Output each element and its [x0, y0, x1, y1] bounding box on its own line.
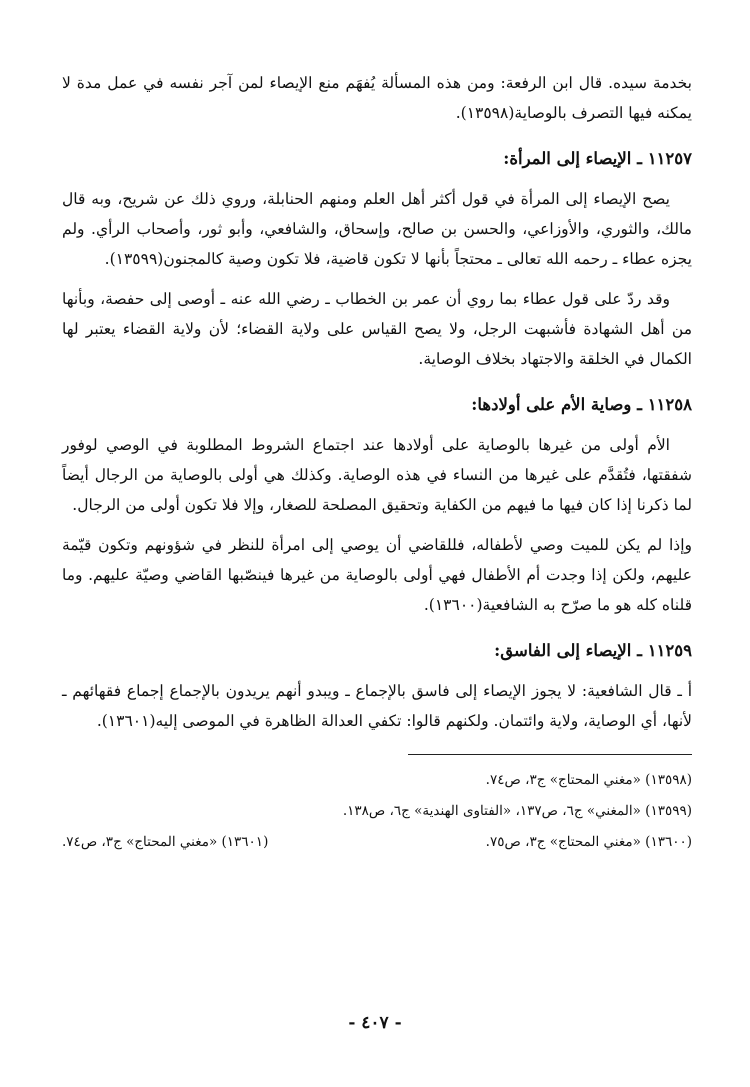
paragraph-judge-appointment: وإذا لم يكن للميت وصي لأطفاله، فللقاضي أن يوصي إلى امرأة للنظر في شؤونهم وتكون قيّمة عليهم، ولكن إذا وجدت أم الأطفال فهي أولى بالوصاية من غيرها فينصّبها القاضي وصيّة عليهم. وما قلناه كله هو ما صرّح به الشافعية(١٣٦٠٠).	[62, 536, 692, 614]
section-heading-mother-guardianship: ١١٢٥٨ ـ وصاية الأم على أولادها:	[471, 395, 692, 414]
footnote-row-3	[62, 827, 692, 858]
page-body	[62, 68, 692, 858]
paragraph-continuation: بخدمة سيده. قال ابن الرفعة: ومن هذه المسألة يُفهَم منع الإيصاء لمن آجر نفسه في عمل مدة لا يمكنه فيها التصرف بالوصاية(١٣٥٩٨).	[62, 74, 692, 122]
footnote-13599: (١٣٥٩٩) «المغني» ج٦، ص١٣٧، «الفتاوى الهندية» ج٦، ص١٣٨.	[342, 803, 692, 819]
paragraph-shafii-view: أ ـ قال الشافعية: لا يجوز الإيصاء إلى فاسق بالإجماع ـ ويبدو أنهم يريدون بالإجماع إجماع فقهائهم ـ لأنها، أي الوصاية، ولاية وائتمان. ولكنهم قالوا: تكفي العدالة الظاهرة في الموصى إليه(١٣٦٠١).	[62, 682, 692, 730]
paragraph-mother-priority: الأم أولى من غيرها بالوصاية على أولادها عند اجتماع الشروط المطلوبة في الوصي لوفور شفقتها، فتُقدَّم على غيرها من النساء في هذه الوصاية. وكذلك هي أولى بالوصاية من الرجال أيضاً لما ذكرنا إذا كان فيها ما فيهم من الكفاية وتحقيق المصلحة للصغار، وإلا فلا تكون أولى من الرجال.	[62, 436, 692, 514]
paragraph-rebuttal: وقد ردّ على قول عطاء بما روي أن عمر بن الخطاب ـ رضي الله عنه ـ أوصى إلى حفصة، وبأنها من أهل الشهادة فأشبهت الرجل، ولا يصح القياس على ولاية القضاء؛ لأن ولاية القضاء يعتبر لها الكمال في الخلقة والاجتهاد بخلاف الوصاية.	[62, 290, 692, 368]
section-heading-sinner-executor: ١١٢٥٩ ـ الإيصاء إلى الفاسق:	[494, 641, 692, 660]
footnote-13601: (١٣٦٠١) «مغني المحتاج» ج٣، ص٧٤.	[62, 834, 269, 850]
footnote-divider	[408, 754, 692, 755]
page-number: - ٤٠٧ -	[348, 1013, 402, 1033]
section-heading-woman-executor: ١١٢٥٧ ـ الإيصاء إلى المرأة:	[503, 149, 692, 168]
footnote-13600: (١٣٦٠٠) «مغني المحتاج» ج٣، ص٧٥.	[485, 834, 692, 850]
paragraph-woman-executor: يصح الإيصاء إلى المرأة في قول أكثر أهل العلم ومنهم الحنابلة، وروي ذلك عن شريح، وبه قال مالك، والثوري، والأوزاعي، والحسن بن صالح، وإسحاق، والشافعي، وأبو ثور، وأصحاب الرأي. ولم يجزه عطاء ـ رحمه الله تعالى ـ محتجاً بأنها لا تكون قاضية، فلا تكون وصية كالمجنون(١٣٥٩٩).	[62, 190, 692, 268]
footnote-13598: (١٣٥٩٨) «مغني المحتاج» ج٣، ص٧٤.	[485, 772, 692, 788]
